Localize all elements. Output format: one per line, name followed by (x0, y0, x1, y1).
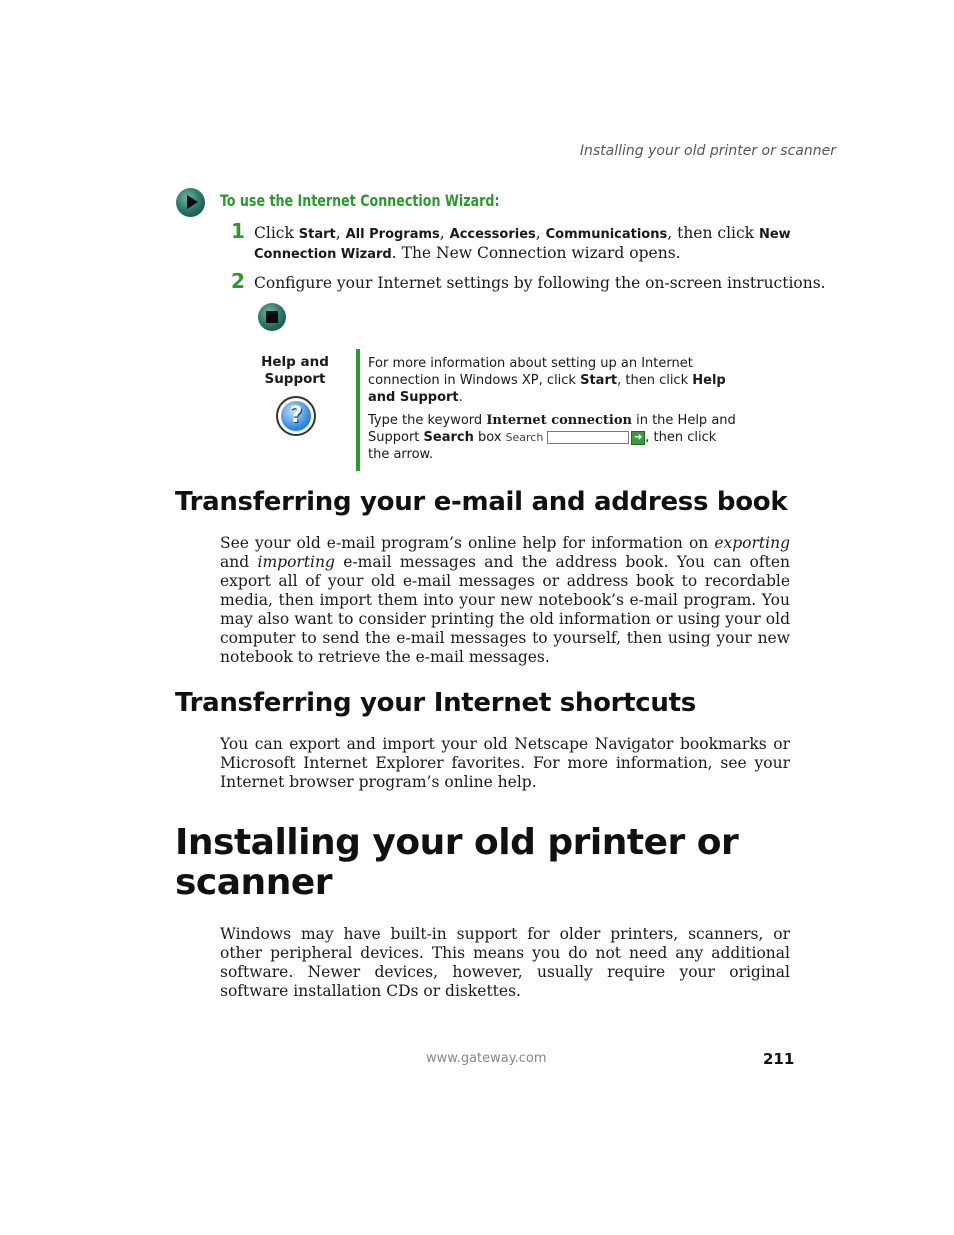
heading-email: Transferring your e-mail and address book (175, 487, 788, 517)
step-1-text: Click Start, All Programs, Accessories, Communications, then click New Connection Wizard. The New Connection wizard opens. (254, 224, 791, 262)
help-question-icon: ? (276, 396, 316, 436)
ui-search: Search (423, 430, 474, 445)
note-divider (356, 349, 360, 471)
search-box-image (547, 431, 629, 444)
procedure-end-icon (258, 303, 286, 331)
heading-shortcuts: Transferring your Internet shortcuts (175, 688, 696, 718)
note-paragraph-2: Type the keyword Internet connection in the Help and Support Search box Search ➔ , then click the arrow. (368, 413, 736, 462)
heading-printer: Installing your old printer or scanner (175, 822, 739, 903)
search-label-image: Search (505, 431, 544, 444)
step-number-2: 2 (231, 269, 245, 293)
running-header: Installing your old printer or scanner (579, 143, 836, 159)
arrow-right-icon: ➔ (631, 431, 645, 445)
keyword: Internet connection (486, 413, 632, 428)
ui-all-programs: All Programs (345, 227, 440, 242)
footer-url: www.gateway.com (426, 1051, 547, 1066)
ui-start: Start (580, 373, 618, 388)
procedure-title: To use the Internet Connection Wizard: (220, 191, 500, 210)
page-number: 211 (763, 1050, 795, 1068)
ui-help-and-support: Help and Support (368, 373, 726, 405)
step-2-text: Configure your Internet settings by following the on-screen instructions. (254, 274, 826, 292)
ui-communications: Communications (545, 227, 668, 242)
help-support-label: Help and Support (261, 354, 329, 387)
paragraph-printer: Windows may have built-in support for older printers, scanners, or other peripheral devices. This means you do not need any additional software. Newer devices, however, usually require your original software installation CDs or diskettes. (220, 925, 790, 1000)
ui-start: Start (298, 227, 336, 242)
ui-new-connection-wizard: New Connection Wizard (254, 227, 791, 262)
paragraph-email: See your old e-mail program’s online help for information on exporting and importing e-mail messages and the address book. You can often export all of your old e-mail messages or address book to recordable media, then import them into your new notebook’s e-mail program. You may also want to consider printing the old information or using your old computer to send the e-mail messages to yourself, then using your new notebook to retrieve the e-mail messages. (220, 534, 790, 666)
procedure-arrow-icon (176, 188, 205, 217)
note-paragraph-1: For more information about setting up an Internet connection in Windows XP, click Start, then click Help and Support. (368, 356, 726, 405)
ui-accessories: Accessories (449, 227, 536, 242)
paragraph-shortcuts: You can export and import your old Netscape Navigator bookmarks or Microsoft Internet Explorer favorites. For more information, see your Internet browser program’s online help. (220, 735, 790, 791)
step-number-1: 1 (231, 219, 245, 243)
